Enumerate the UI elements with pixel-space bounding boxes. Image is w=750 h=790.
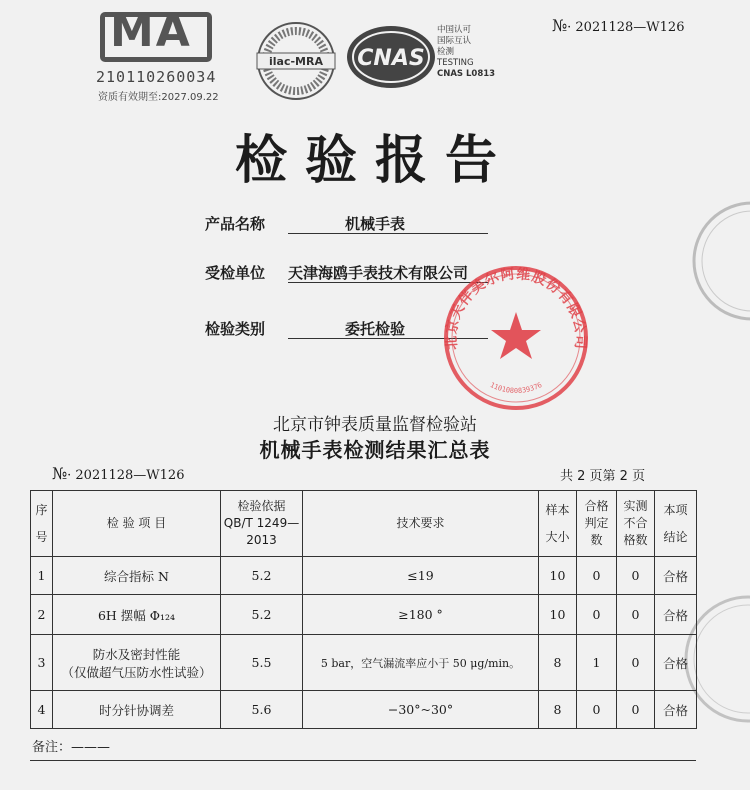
client-value: 天津海鸥手表技术有限公司 [288,264,469,282]
row-basis: 5.2 [221,595,303,635]
inspection-station-name: 北京市钟表质量监督检验站 [273,415,477,435]
header-unqualified [617,491,655,557]
row-conclusion: 合格 [655,635,697,691]
row-requirement: −30°~30° [303,691,539,729]
table-row [31,635,697,691]
header-basis [221,491,303,557]
header-seq-line-1: 序 [35,502,48,517]
remark: 备注：——— [32,740,111,755]
row-item-line-1: 防水及密封性能 [92,646,181,662]
row-sample: 10 [539,595,577,635]
header-basis-line-1: 检验依据 [237,499,286,513]
row-requirement: ≥180 ° [303,595,539,635]
summary-table-title: 机械手表检测结果汇总表 [259,438,491,462]
row-unqualified: 0 [617,557,655,595]
number-symbol-2: № [52,464,68,483]
inspection-type-value: 委托检验 [345,320,406,338]
cma-validity: 资质有效期至:2027.09.22 [98,92,219,103]
table-row [31,557,697,595]
cnas-logo [345,24,437,90]
cnas-accreditation-text [437,25,507,80]
row-requirement: 5 bar，空气漏流率应小于 50 μg/min。 [303,635,539,691]
header-seq-line-2: 号 [35,529,48,544]
row-seq: 3 [31,635,53,691]
client-label: 受检单位 [205,264,266,282]
header-requirement: 技术要求 [303,491,539,557]
ilac-mra-text: ilac-MRA [269,55,323,68]
seal-company-text: 北京天伴美尔阿维股份有限公司 [443,266,589,351]
report-number-top [552,16,684,35]
header-conclusion-line-2: 结论 [663,529,688,544]
header-sample [539,491,577,557]
header-basis-line-2: QB/T 1249— [223,516,300,530]
cma-logo-text: MA [110,6,192,57]
report-number-value-2: · 2021128—W126 [67,468,185,483]
page-count: 共 2 页第 2 页 [560,469,646,484]
header-qualified-line-2: 判定 [584,516,609,530]
product-name-underline [288,233,488,234]
header-qualified-line-1: 合格 [584,499,609,513]
row-qualified: 0 [577,691,617,729]
cnas-text: CNAS [357,46,425,71]
row-qualified: 1 [577,635,617,691]
number-symbol: № [552,16,568,35]
inspection-type-label: 检验类别 [205,320,266,338]
table-header-row [31,491,697,557]
header-unqualified-line-2: 不合 [623,516,648,530]
row-sample: 8 [539,691,577,729]
row-conclusion: 合格 [655,691,697,729]
row-basis: 5.6 [221,691,303,729]
row-qualified: 0 [577,595,617,635]
row-item-line-2: （仅做超气压防水性试验） [61,664,212,680]
report-number-table [52,464,184,483]
svg-text:1101080839376 [489,381,544,395]
row-sample: 10 [539,557,577,595]
seal-number-text: 1101080839376 [488,380,544,395]
product-name-value: 机械手表 [345,215,406,233]
row-unqualified: 0 [617,635,655,691]
cma-cert-number: 210110260034 [96,68,217,86]
row-item [53,635,221,691]
header-conclusion [655,491,697,557]
header-basis-line-3: 2013 [246,533,277,547]
header-qualified-line-3: 数 [590,533,603,547]
header-seq [31,491,53,557]
header-item: 检 验 项 目 [53,491,221,557]
company-seal-stamp [440,262,592,414]
product-name-label: 产品名称 [205,215,266,233]
cnas-testing-label: TESTING [437,58,474,68]
header-unqualified-line-3: 格数 [623,533,648,547]
row-requirement: ≤19 [303,557,539,595]
row-basis: 5.5 [221,635,303,691]
row-unqualified: 0 [617,595,655,635]
ilac-mra-logo [255,20,337,102]
table-bottom-line [30,760,696,761]
side-seal-stamp-top [690,196,750,326]
row-seq: 1 [31,557,53,595]
row-conclusion: 合格 [655,595,697,635]
header-qualified [577,491,617,557]
cma-logo [92,6,232,106]
row-unqualified: 0 [617,691,655,729]
cnas-code: CNAS L0813 [437,69,496,79]
results-table [30,490,697,729]
row-item: 6H 摆幅 Φ₁₂₄ [53,595,221,635]
seal-star-icon [491,312,541,359]
cnas-cn-line-3: 检测 [437,47,455,57]
report-title: 检验报告 [234,131,515,191]
header-sample-line-2: 大小 [545,529,570,544]
row-item: 时分针协调差 [53,691,221,729]
row-basis: 5.2 [221,557,303,595]
cnas-cn-line-1: 中国认可 [437,25,472,35]
row-conclusion: 合格 [655,557,697,595]
row-seq: 2 [31,595,53,635]
row-item: 综合指标 N [53,557,221,595]
header-conclusion-line-1: 本项 [663,502,688,517]
row-qualified: 0 [577,557,617,595]
row-sample: 8 [539,635,577,691]
row-seq: 4 [31,691,53,729]
cnas-cn-line-2: 国际互认 [437,36,472,46]
header-sample-line-1: 样本 [545,502,570,517]
report-number-value: · 2021128—W126 [567,20,685,35]
table-row [31,595,697,635]
table-row [31,691,697,729]
header-unqualified-line-1: 实测 [623,499,648,513]
